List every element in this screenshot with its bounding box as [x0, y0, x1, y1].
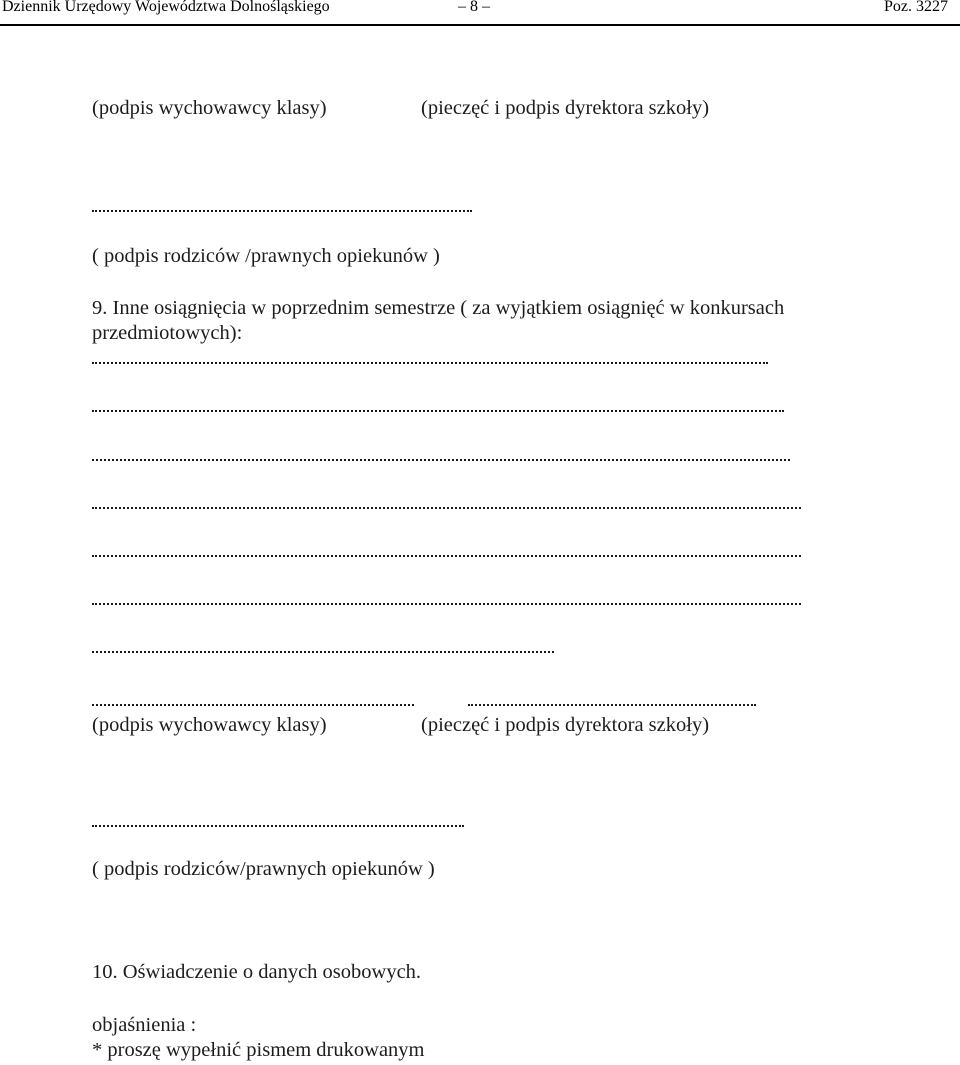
- section9-heading: 9. Inne osiągnięcia w poprzednim semestrze ( za wyjątkiem osiągnięć w konkursach: [92, 297, 785, 319]
- parents-signature-label: ( podpis rodziców/prawnych opiekunów ): [92, 858, 435, 880]
- position-number: Poz. 3227: [884, 0, 948, 15]
- journal-title: Dziennik Urzędowy Województwa Dolnośląskiego: [2, 0, 330, 15]
- director-signature-label: (pieczęć i podpis dyrektora szkoły): [421, 97, 710, 119]
- answer-line[interactable]: [92, 362, 768, 364]
- answer-line[interactable]: [92, 507, 801, 509]
- director-signature-line: [468, 704, 756, 706]
- answer-line[interactable]: [92, 459, 790, 461]
- answer-line[interactable]: [92, 410, 784, 412]
- parents-signature-label: ( podpis rodziców /prawnych opiekunów ): [92, 245, 440, 267]
- section9-heading-cont: przedmiotowych):: [92, 322, 243, 344]
- section10-heading: 10. Oświadczenie o danych osobowych.: [92, 961, 422, 983]
- notes-title: objaśnienia :: [92, 1014, 197, 1036]
- parents-signature-line: [92, 210, 472, 212]
- answer-line[interactable]: [92, 651, 554, 653]
- parents-signature-line: [92, 825, 464, 827]
- director-signature-label: (pieczęć i podpis dyrektora szkoły): [421, 714, 710, 736]
- answer-line[interactable]: [92, 603, 801, 605]
- teacher-signature-line: [92, 704, 414, 706]
- page-number: – 8 –: [458, 0, 490, 15]
- notes-item: * proszę wypełnić pismem drukowanym: [92, 1039, 425, 1061]
- teacher-signature-label: (podpis wychowawcy klasy): [92, 714, 327, 736]
- page-header: [0, 0, 960, 26]
- answer-line[interactable]: [92, 555, 801, 557]
- teacher-signature-label: (podpis wychowawcy klasy): [92, 97, 327, 119]
